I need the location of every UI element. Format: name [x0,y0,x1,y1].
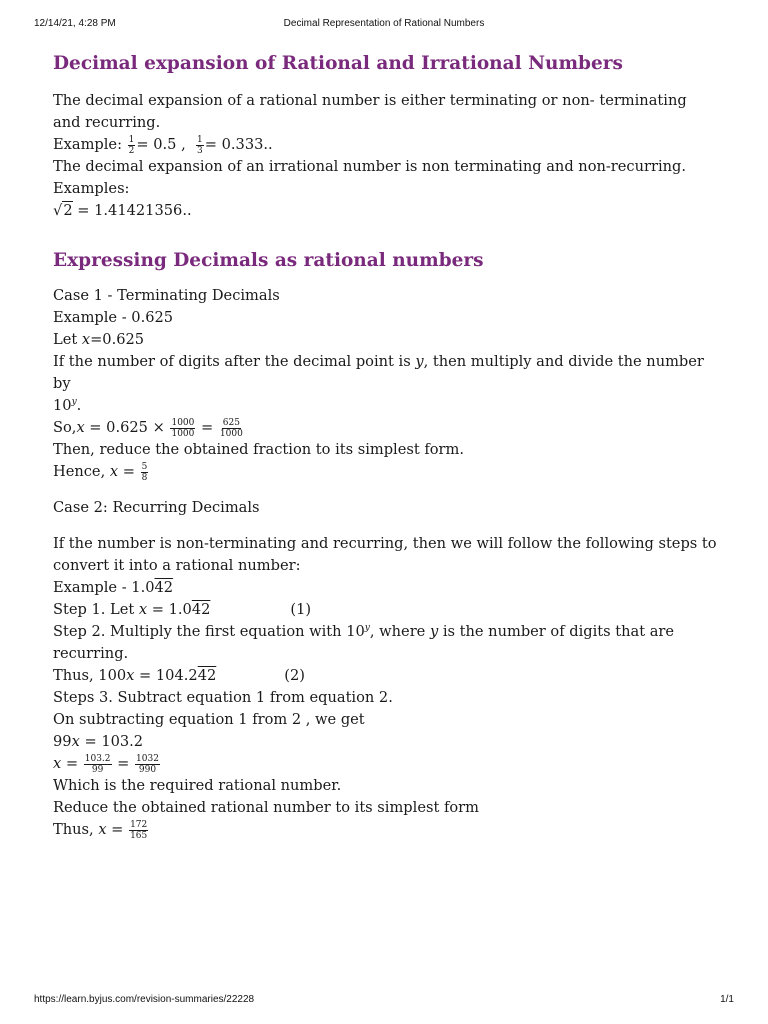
case2-step1: Step 1. Let x = 1.042 (1) [53,601,312,618]
rational-decimal-paragraph: The decimal expansion of a rational number is either terminating or non- terminating and recurring. [53,92,687,131]
case1-so-line: So,x = 0.625 × $\frac{1000}{1000}$ = $\frac{625}{1000}$ [53,417,243,439]
example-value-1: = 0.5 , [136,136,186,153]
case2-step2: Step 2. Multiply the first equation with 10$^y$, where y is the number of digits that are recurring. [53,623,675,662]
case1-digits-paragraph: If the number of digits after the decimal point is y, then multiply and divide the number by 10$^y$. [53,353,704,414]
rational-example-line [53,134,718,156]
case1-heading: Case 1 - Terminating Decimals [53,287,280,304]
examples-label: Examples: [53,180,130,197]
print-page-number: 1/1 [720,994,734,1005]
irrational-decimal-paragraph: The decimal expansion of an irrational number is non terminating and non-recurring. [53,158,686,175]
fraction-1032-over-990: $\frac{1032}{990}$ [136,753,159,775]
case2-final-line: Thus, x = $\frac{172}{165}$ [53,819,148,841]
sqrt-value: = 1.41421356.. [72,202,192,219]
section-title-expressing-decimals: Expressing Decimals as rational numbers [53,250,484,271]
example-value-2: = 0.333.. [204,136,273,153]
case2-intro: If the number is non-terminating and recurring, then we will follow the following steps to convert it into a rational number: [53,535,717,574]
case1-reduce-line: Then, reduce the obtained fraction to its simplest form. [53,441,464,458]
case2-required-line: Which is the required rational number. [53,777,342,794]
sqrt-example-line [53,200,718,222]
print-page-title: Decimal Representation of Rational Numbers [283,18,485,29]
case1-hence-line: Hence, x = $\frac{5}{8}$ [53,461,148,483]
document-content [53,50,718,841]
case1-example: Example - 0.625 [53,309,174,326]
square-root-symbol: √2 [53,202,73,219]
fraction-103-2-over-99: $\frac{103.2}{99}$ [84,753,111,775]
case2-heading: Case 2: Recurring Decimals [53,499,260,516]
equation-tag-2: (2) [284,667,305,684]
case2-example: Example - 1.042 [53,579,174,596]
fraction-one-half: $\frac{1}{2}$ [128,134,135,156]
case2-subtract-line: On subtracting equation 1 from 2 , we get [53,711,365,728]
fraction-1000-over-1000: $\frac{1000}{1000}$ [171,417,195,439]
case2-thus-line: Thus, 100x = 104.242 (2) [53,667,305,684]
fraction-one-third: $\frac{1}{3}$ [197,134,203,156]
fraction-172-over-165: $\frac{172}{165}$ [130,819,148,841]
equation-tag-1: (1) [290,601,312,618]
fraction-625-over-1000: $\frac{625}{1000}$ [219,417,243,439]
example-label: Example: [53,136,122,153]
fraction-five-eighths: $\frac{5}{8}$ [141,461,148,483]
print-url: https://learn.byjus.com/revision-summaries/22228 [34,994,255,1005]
print-datetime: 12/14/21, 4:28 PM [34,18,116,29]
case2-x-fraction-line: x = $\frac{103.2}{99}$ = $\frac{1032}{990}$ [53,753,159,775]
case2-reduce-line: Reduce the obtained rational number to its simplest form [53,799,479,816]
case2-99x-line: 99x = 103.2 [53,733,144,750]
case2-step3: Steps 3. Subtract equation 1 from equation 2. [53,689,393,706]
section-title-decimal-expansion: Decimal expansion of Rational and Irrational Numbers [53,53,623,74]
case1-let-line: Let x=0.625 [53,331,145,348]
